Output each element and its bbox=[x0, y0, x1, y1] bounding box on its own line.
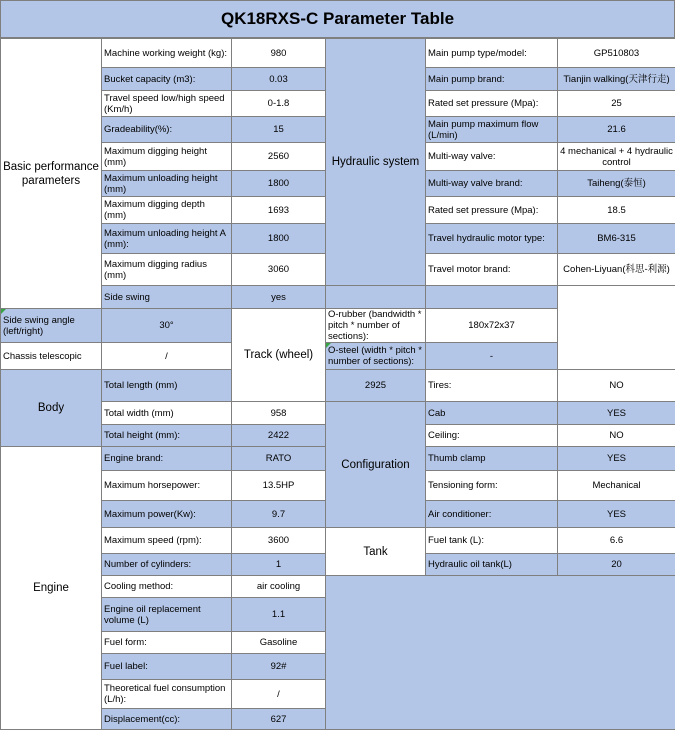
param-value: 18.5 bbox=[558, 197, 675, 224]
param-value: GP510803 bbox=[558, 39, 675, 68]
param-value: 6.6 bbox=[558, 528, 675, 554]
param-label: Engine oil replacement volume (L) bbox=[102, 598, 232, 632]
table-row bbox=[1, 343, 675, 370]
param-label: Thumb clamp bbox=[426, 447, 558, 471]
param-value: 1.1 bbox=[232, 598, 326, 632]
param-label: Fuel tank (L): bbox=[426, 528, 558, 554]
param-value: YES bbox=[558, 402, 675, 425]
param-value: 3060 bbox=[232, 254, 326, 286]
param-label: Maximum unloading height (mm) bbox=[102, 171, 232, 197]
table-row bbox=[1, 309, 675, 343]
param-value: Taiheng(泰恒) bbox=[558, 171, 675, 197]
param-label: Main pump type/model: bbox=[426, 39, 558, 68]
param-label: Gradeability(%): bbox=[102, 117, 232, 143]
param-label: Maximum speed (rpm): bbox=[102, 528, 232, 554]
param-label: Side swing angle (left/right) bbox=[1, 309, 102, 343]
param-value: YES bbox=[558, 447, 675, 471]
param-label: Engine brand: bbox=[102, 447, 232, 471]
param-label: Rated set pressure (Mpa): bbox=[426, 91, 558, 117]
param-value: yes bbox=[232, 286, 326, 309]
table-row bbox=[1, 286, 675, 309]
param-label: Tires: bbox=[426, 370, 558, 402]
table-row bbox=[1, 528, 675, 554]
param-value: 25 bbox=[558, 91, 675, 117]
param-value: 627 bbox=[232, 709, 326, 730]
param-label: Travel motor brand: bbox=[426, 254, 558, 286]
param-value: 4 mechanical + 4 hydraulic control bbox=[558, 143, 675, 171]
param-label: Cooling method: bbox=[102, 576, 232, 598]
table-title: QK18RXS-C Parameter Table bbox=[0, 0, 675, 38]
param-value: 30° bbox=[102, 309, 232, 343]
param-label: Fuel label: bbox=[102, 654, 232, 680]
parameter-table bbox=[0, 38, 675, 730]
param-value: 958 bbox=[232, 402, 326, 425]
group-configuration: Configuration bbox=[326, 402, 426, 528]
param-value: 21.6 bbox=[558, 117, 675, 143]
param-value: 180x72x37 bbox=[426, 309, 558, 343]
table-row bbox=[1, 402, 675, 425]
empty-cell bbox=[326, 286, 426, 309]
param-value: 2925 bbox=[326, 370, 426, 402]
param-label: Displacement(cc): bbox=[102, 709, 232, 730]
param-label: Maximum digging depth (mm) bbox=[102, 197, 232, 224]
param-value: 15 bbox=[232, 117, 326, 143]
param-value: 0.03 bbox=[232, 68, 326, 91]
group-engine: Engine bbox=[1, 447, 102, 730]
param-label: Tensioning form: bbox=[426, 471, 558, 501]
param-label: Total length (mm) bbox=[102, 370, 232, 402]
param-label: Travel hydraulic motor type: bbox=[426, 224, 558, 254]
param-label: O-rubber (bandwidth * pitch * number of sections): bbox=[326, 309, 426, 343]
table-row bbox=[1, 370, 675, 402]
param-value: air cooling bbox=[232, 576, 326, 598]
param-value: NO bbox=[558, 370, 675, 402]
param-label: Air conditioner: bbox=[426, 501, 558, 528]
group-hydraulic-system: Hydraulic system bbox=[326, 39, 426, 286]
param-value: - bbox=[426, 343, 558, 370]
param-value: RATO bbox=[232, 447, 326, 471]
param-value: 1800 bbox=[232, 171, 326, 197]
param-label: Machine working weight (kg): bbox=[102, 39, 232, 68]
param-value: Gasoline bbox=[232, 632, 326, 654]
param-label: Multi-way valve brand: bbox=[426, 171, 558, 197]
param-label: Ceiling: bbox=[426, 425, 558, 447]
param-label: Main pump maximum flow (L/min) bbox=[426, 117, 558, 143]
group-basic-performance: Basic performance parameters bbox=[1, 39, 102, 309]
param-label: Maximum power(Kw): bbox=[102, 501, 232, 528]
param-label: Side swing bbox=[102, 286, 232, 309]
param-label: Maximum horsepower: bbox=[102, 471, 232, 501]
param-value: Cohen-Liyuan(科思-利源) bbox=[558, 254, 675, 286]
param-value: 0-1.8 bbox=[232, 91, 326, 117]
param-label: Bucket capacity (m3): bbox=[102, 68, 232, 91]
param-label: Total width (mm) bbox=[102, 402, 232, 425]
param-label: Multi-way valve: bbox=[426, 143, 558, 171]
group-track-wheel: Track (wheel) bbox=[232, 309, 326, 402]
param-value: 9.7 bbox=[232, 501, 326, 528]
param-label: Theoretical fuel consumption (L/h): bbox=[102, 680, 232, 709]
param-value: 1800 bbox=[232, 224, 326, 254]
param-label: Hydraulic oil tank(L) bbox=[426, 554, 558, 576]
group-tank: Tank bbox=[326, 528, 426, 576]
param-value: NO bbox=[558, 425, 675, 447]
param-value: / bbox=[102, 343, 232, 370]
param-label: Total height (mm): bbox=[102, 425, 232, 447]
param-label: Maximum unloading height A (mm): bbox=[102, 224, 232, 254]
param-value: BM6-315 bbox=[558, 224, 675, 254]
table-row bbox=[1, 39, 675, 68]
table-row bbox=[1, 576, 675, 598]
param-label: Main pump brand: bbox=[426, 68, 558, 91]
group-body: Body bbox=[1, 370, 102, 447]
param-value: Tianjin walking(天津行走) bbox=[558, 68, 675, 91]
empty-area bbox=[326, 576, 675, 730]
param-label: Travel speed low/high speed (Km/h) bbox=[102, 91, 232, 117]
param-value: YES bbox=[558, 501, 675, 528]
param-value: Mechanical bbox=[558, 471, 675, 501]
empty-cell bbox=[426, 286, 558, 309]
param-label: Maximum digging height (mm) bbox=[102, 143, 232, 171]
param-label: Number of cylinders: bbox=[102, 554, 232, 576]
param-value: 92# bbox=[232, 654, 326, 680]
param-label: Cab bbox=[426, 402, 558, 425]
param-value: 20 bbox=[558, 554, 675, 576]
param-value: 1693 bbox=[232, 197, 326, 224]
param-value: 2422 bbox=[232, 425, 326, 447]
param-value: 2560 bbox=[232, 143, 326, 171]
param-label: Chassis telescopic bbox=[1, 343, 102, 370]
param-value: / bbox=[232, 680, 326, 709]
param-label: Maximum digging radius (mm) bbox=[102, 254, 232, 286]
param-value: 13.5HP bbox=[232, 471, 326, 501]
param-value: 3600 bbox=[232, 528, 326, 554]
param-label: Fuel form: bbox=[102, 632, 232, 654]
param-label: O-steel (width * pitch * number of sections): bbox=[326, 343, 426, 370]
param-label: Rated set pressure (Mpa): bbox=[426, 197, 558, 224]
param-value: 1 bbox=[232, 554, 326, 576]
param-value: 980 bbox=[232, 39, 326, 68]
